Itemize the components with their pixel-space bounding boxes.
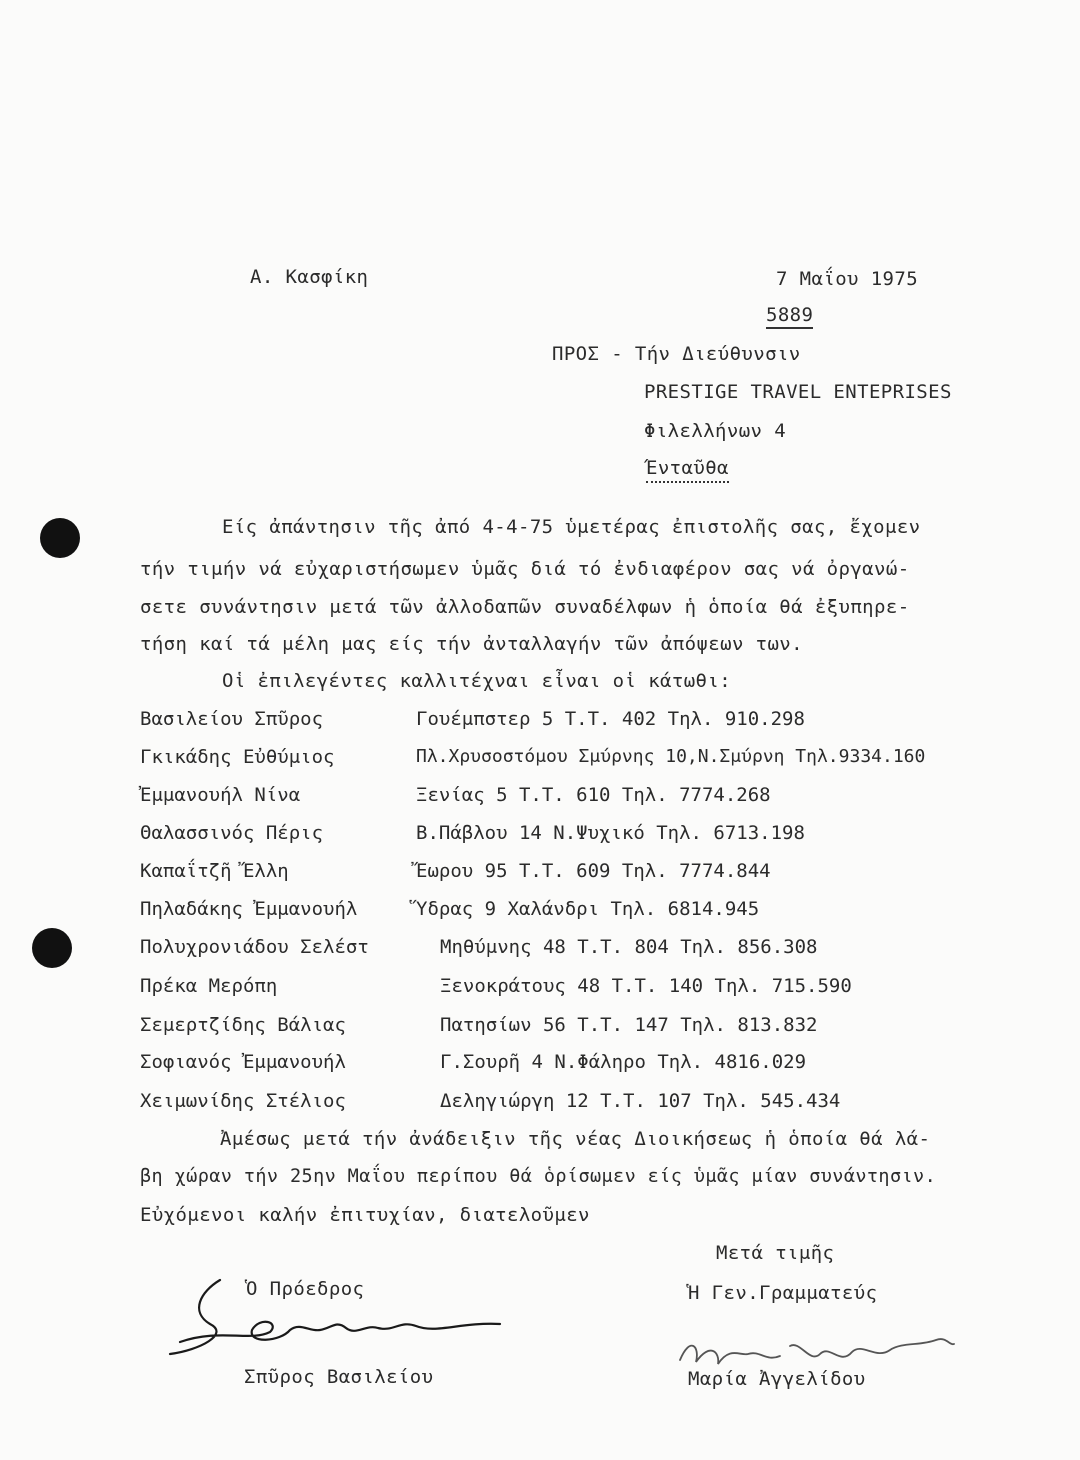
artist-name: Γκικάδης Εὐθύμιος [140, 746, 335, 768]
body-paragraph-2-line: βη χώραν τήν 25ην Μαΐου περίπου θά ὁρίσωμεν είς ὑμᾶς μίαν συνάντησιν. [140, 1166, 937, 1187]
artist-address: Ἔωρου 95 Τ.Τ. 609 Τηλ. 7774.844 [416, 860, 771, 882]
letter-date: 7 Μαΐου 1975 [776, 268, 919, 290]
artist-name: Σοφιανός Ἐμμανουήλ [140, 1051, 346, 1073]
artists-list-intro: Οἱ ἐπιλεγέντες καλλιτέχναι εἶναι οἱ κάτωθι: [222, 670, 732, 692]
recipient-city: Ένταῦθα [646, 457, 729, 483]
reference-number: 5889 [766, 304, 813, 329]
artist-address: Ξενίας 5 Τ.Τ. 610 Τηλ. 7774.268 [416, 784, 771, 806]
body-paragraph-1-line: τήν τιμήν νά εὐχαριστήσωμεν ὑμᾶς διά τό ἐνδιαφέρον σας νά ὀργανώ- [140, 558, 910, 580]
artist-address: Πλ.Χρυσοστόμου Σμύρνης 10,Ν.Σμύρνη Τηλ.9334.160 [416, 746, 926, 767]
recipient-street: Φιλελλήνων 4 [644, 420, 787, 442]
body-paragraph-1-line: τήση καί τά μέλη μας είς τήν ἀνταλλαγήν τῶν ἀπόψεων των. [140, 633, 803, 655]
body-paragraph-1-line: Είς ἀπάντησιν τῆς ἀπό 4-4-75 ὑμετέρας ἐπιστολῆς σας, ἔχομεν [222, 516, 921, 538]
artist-address: Ὕδρας 9 Χαλάνδρι Τηλ. 6814.945 [416, 898, 760, 920]
recipient-prefix: ΠΡΟΣ - Τήν Διεύθυνσιν [552, 343, 801, 365]
president-role: Ὁ Πρόεδρος [246, 1278, 365, 1300]
artist-name: Βασιλείου Σπῦρος [140, 708, 324, 730]
artist-address: Β.Πάβλου 14 Ν.Ψυχικό Τηλ. 6713.198 [416, 822, 805, 844]
president-signature [160, 1272, 520, 1362]
artist-name: Καπαΐτζῆ Ἔλλη [140, 860, 289, 882]
artist-address: Μηθύμνης 48 Τ.Τ. 804 Τηλ. 856.308 [440, 936, 818, 958]
artist-address: Ξενοκράτους 48 Τ.Τ. 140 Τηλ. 715.590 [440, 975, 852, 997]
artist-name: Χειμωνίδης Στέλιος [140, 1090, 346, 1112]
artist-address: Πατησίων 56 Τ.Τ. 147 Τηλ. 813.832 [440, 1014, 818, 1036]
artist-address: Γουέμπστερ 5 Τ.Τ. 402 Τηλ. 910.298 [416, 708, 805, 730]
closing-salutation: Μετά τιμῆς [716, 1242, 835, 1264]
artist-address: Γ.Σουρῆ 4 Ν.Φάληρο Τηλ. 4816.029 [440, 1051, 807, 1073]
sender-initials: Α. Κασφίκη [250, 266, 369, 288]
artist-name: Πηλαδάκης Ἐμμανουήλ [140, 898, 358, 920]
secretary-name: Μαρία Ἀγγελίδου [688, 1368, 866, 1390]
artist-address: Δεληγιώργη 12 Τ.Τ. 107 Τηλ. 545.434 [440, 1090, 841, 1112]
artist-name: Πρέκα Μερόπη [140, 975, 278, 997]
body-paragraph-2-line: Εὐχόμενοι καλήν ἐπιτυχίαν, διατελοῦμεν [140, 1204, 590, 1226]
secretary-role: Ἡ Γεν.Γραμματεύς [688, 1282, 878, 1304]
president-name: Σπῦρος Βασιλείου [244, 1366, 434, 1388]
body-paragraph-2-line: Ἀμέσως μετά τήν ἀνάδειξιν τῆς νέας Διοικήσεως ἡ ὁποία θά λά- [220, 1128, 931, 1150]
artist-name: Ἐμμανουήλ Νίνα [140, 784, 301, 806]
artist-name: Σεμερτζίδης Βάλιας [140, 1014, 346, 1036]
body-paragraph-1-line: σετε συνάντησιν μετά τῶν ἀλλοδαπῶν συναδέλφων ἡ ὁποία θά ἐξυπηρε- [140, 596, 910, 618]
artist-name: Πολυχρονιάδου Σελέστ [140, 936, 369, 958]
artist-name: Θαλασσινός Πέρις [140, 822, 324, 844]
punch-hole-top [40, 518, 80, 558]
recipient-company: PRESTIGE TRAVEL ENTEPRISES [644, 381, 952, 403]
punch-hole-bottom [32, 928, 72, 968]
